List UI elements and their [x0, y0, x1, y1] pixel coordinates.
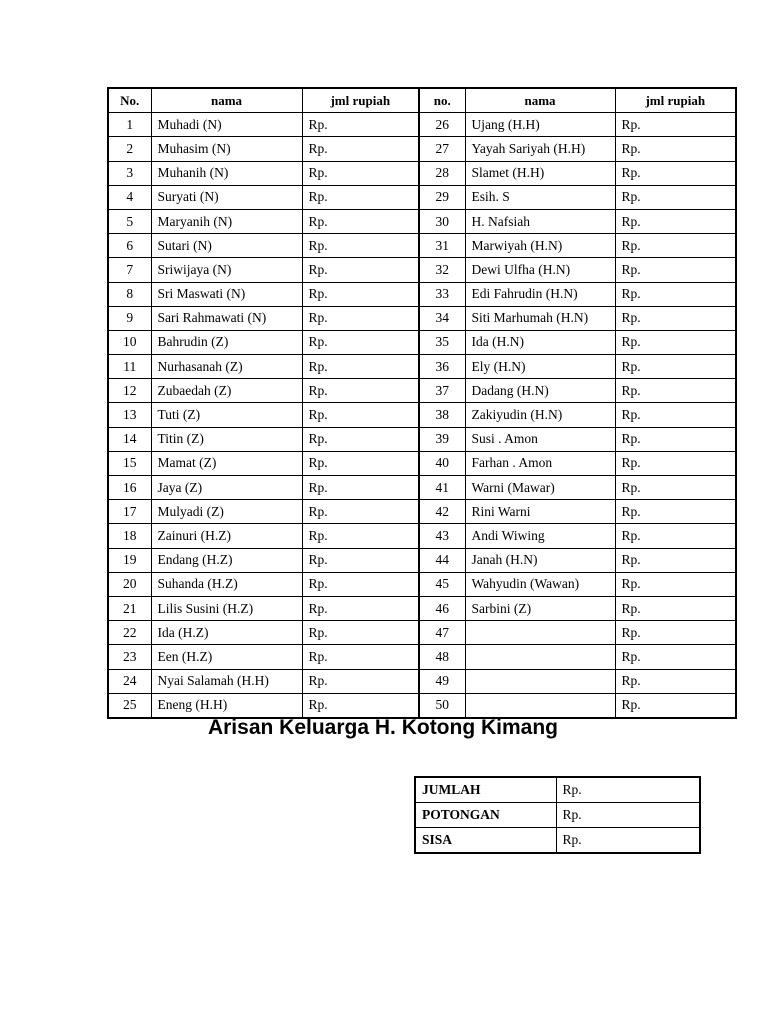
row-number-right: 26 [419, 113, 465, 137]
member-name-right: Rini Warni [465, 500, 615, 524]
row-number-left: 2 [108, 137, 151, 161]
member-name-right: Ujang (H.H) [465, 113, 615, 137]
member-name-left: Een (H.Z) [151, 645, 302, 669]
table-row [108, 669, 736, 693]
table-row [108, 137, 736, 161]
member-name-left: Maryanih (N) [151, 209, 302, 233]
member-name-left: Mulyadi (Z) [151, 500, 302, 524]
summary-row [415, 777, 700, 803]
page-title [0, 716, 768, 740]
amount-left: Rp. [302, 258, 419, 282]
member-name-right: Edi Fahrudin (H.N) [465, 282, 615, 306]
amount-right: Rp. [615, 306, 736, 330]
row-number-left: 22 [108, 621, 151, 645]
amount-right: Rp. [615, 113, 736, 137]
row-number-left: 24 [108, 669, 151, 693]
row-number-left: 13 [108, 403, 151, 427]
amount-left: Rp. [302, 693, 419, 718]
amount-left: Rp. [302, 185, 419, 209]
table-row [108, 693, 736, 718]
table-row [108, 524, 736, 548]
member-name-right [465, 669, 615, 693]
row-number-left: 8 [108, 282, 151, 306]
table-row [108, 258, 736, 282]
table-row [108, 185, 736, 209]
amount-left: Rp. [302, 427, 419, 451]
table-row [108, 113, 736, 137]
row-number-right: 29 [419, 185, 465, 209]
amount-left: Rp. [302, 355, 419, 379]
amount-right: Rp. [615, 451, 736, 475]
amount-right: Rp. [615, 476, 736, 500]
row-number-right: 40 [419, 451, 465, 475]
amount-right: Rp. [615, 137, 736, 161]
member-name-right: Slamet (H.H) [465, 161, 615, 185]
amount-left: Rp. [302, 379, 419, 403]
member-name-left: Suryati (N) [151, 185, 302, 209]
amount-right: Rp. [615, 209, 736, 233]
table-body [108, 113, 736, 718]
row-number-right: 32 [419, 258, 465, 282]
member-name-left: Sari Rahmawati (N) [151, 306, 302, 330]
member-name-right: Dewi Ulfha (H.N) [465, 258, 615, 282]
table-row [108, 621, 736, 645]
header-jml-right: jml rupiah [615, 88, 736, 113]
member-name-right: Zakiyudin (H.N) [465, 403, 615, 427]
table-row [108, 572, 736, 596]
row-number-left: 11 [108, 355, 151, 379]
table-row [108, 379, 736, 403]
header-no-right: no. [419, 88, 465, 113]
amount-left: Rp. [302, 403, 419, 427]
row-number-left: 7 [108, 258, 151, 282]
table-row [108, 234, 736, 258]
member-name-right: Ely (H.N) [465, 355, 615, 379]
amount-left: Rp. [302, 596, 419, 620]
amount-right: Rp. [615, 669, 736, 693]
row-number-left: 14 [108, 427, 151, 451]
row-number-right: 45 [419, 572, 465, 596]
member-name-left: Nurhasanah (Z) [151, 355, 302, 379]
row-number-left: 23 [108, 645, 151, 669]
summary-value: Rp. [556, 828, 700, 854]
amount-left: Rp. [302, 113, 419, 137]
row-number-left: 18 [108, 524, 151, 548]
member-name-right: Janah (H.N) [465, 548, 615, 572]
row-number-left: 10 [108, 330, 151, 354]
amount-right: Rp. [615, 500, 736, 524]
amount-right: Rp. [615, 403, 736, 427]
row-number-right: 36 [419, 355, 465, 379]
member-name-left: Lilis Susini (H.Z) [151, 596, 302, 620]
summary-label: SISA [415, 828, 556, 854]
amount-left: Rp. [302, 234, 419, 258]
member-name-left: Sri Maswati (N) [151, 282, 302, 306]
table-row [108, 596, 736, 620]
amount-right: Rp. [615, 282, 736, 306]
header-no-left: No. [108, 88, 151, 113]
member-name-right: Warni (Mawar) [465, 476, 615, 500]
member-name-right: Marwiyah (H.N) [465, 234, 615, 258]
row-number-right: 35 [419, 330, 465, 354]
amount-left: Rp. [302, 548, 419, 572]
amount-left: Rp. [302, 621, 419, 645]
table-row [108, 330, 736, 354]
amount-right: Rp. [615, 596, 736, 620]
row-number-right: 30 [419, 209, 465, 233]
member-name-left: Jaya (Z) [151, 476, 302, 500]
amount-right: Rp. [615, 572, 736, 596]
row-number-right: 41 [419, 476, 465, 500]
member-name-left: Zainuri (H.Z) [151, 524, 302, 548]
row-number-right: 47 [419, 621, 465, 645]
summary-label: JUMLAH [415, 777, 556, 803]
member-name-right: Wahyudin (Wawan) [465, 572, 615, 596]
member-name-right: Sarbini (Z) [465, 596, 615, 620]
table-row [108, 209, 736, 233]
member-name-right: H. Nafsiah [465, 209, 615, 233]
member-name-left: Tuti (Z) [151, 403, 302, 427]
member-name-right [465, 621, 615, 645]
member-name-left: Muhanih (N) [151, 161, 302, 185]
amount-left: Rp. [302, 306, 419, 330]
summary-row [415, 828, 700, 854]
row-number-right: 31 [419, 234, 465, 258]
header-jml-left: jml rupiah [302, 88, 419, 113]
member-name-left: Endang (H.Z) [151, 548, 302, 572]
amount-left: Rp. [302, 137, 419, 161]
amount-left: Rp. [302, 669, 419, 693]
row-number-left: 4 [108, 185, 151, 209]
row-number-right: 34 [419, 306, 465, 330]
member-table [107, 87, 737, 719]
row-number-right: 38 [419, 403, 465, 427]
member-name-left: Bahrudin (Z) [151, 330, 302, 354]
amount-right: Rp. [615, 645, 736, 669]
amount-right: Rp. [615, 258, 736, 282]
row-number-left: 15 [108, 451, 151, 475]
member-name-right: Ida (H.N) [465, 330, 615, 354]
member-name-right: Dadang (H.N) [465, 379, 615, 403]
row-number-right: 39 [419, 427, 465, 451]
amount-left: Rp. [302, 282, 419, 306]
member-name-right: Siti Marhumah (H.N) [465, 306, 615, 330]
amount-left: Rp. [302, 451, 419, 475]
row-number-right: 48 [419, 645, 465, 669]
row-number-left: 3 [108, 161, 151, 185]
amount-right: Rp. [615, 234, 736, 258]
member-name-left: Sutari (N) [151, 234, 302, 258]
member-name-left: Nyai Salamah (H.H) [151, 669, 302, 693]
amount-right: Rp. [615, 185, 736, 209]
member-name-right: Yayah Sariyah (H.H) [465, 137, 615, 161]
member-name-left: Eneng (H.H) [151, 693, 302, 718]
amount-right: Rp. [615, 524, 736, 548]
amount-left: Rp. [302, 330, 419, 354]
amount-left: Rp. [302, 476, 419, 500]
header-nama-left: nama [151, 88, 302, 113]
amount-left: Rp. [302, 572, 419, 596]
member-name-left: Muhasim (N) [151, 137, 302, 161]
header-nama-right: nama [465, 88, 615, 113]
member-name-left: Zubaedah (Z) [151, 379, 302, 403]
amount-left: Rp. [302, 161, 419, 185]
row-number-left: 9 [108, 306, 151, 330]
row-number-right: 50 [419, 693, 465, 718]
amount-left: Rp. [302, 209, 419, 233]
member-name-right [465, 645, 615, 669]
row-number-left: 5 [108, 209, 151, 233]
member-name-left: Muhadi (N) [151, 113, 302, 137]
table-header-row [108, 88, 736, 113]
row-number-left: 20 [108, 572, 151, 596]
row-number-right: 27 [419, 137, 465, 161]
summary-value: Rp. [556, 777, 700, 803]
summary-label: POTONGAN [415, 803, 556, 828]
table-row [108, 451, 736, 475]
row-number-left: 21 [108, 596, 151, 620]
row-number-left: 12 [108, 379, 151, 403]
row-number-right: 49 [419, 669, 465, 693]
amount-right: Rp. [615, 355, 736, 379]
member-name-left: Titin (Z) [151, 427, 302, 451]
member-name-right [465, 693, 615, 718]
row-number-left: 1 [108, 113, 151, 137]
summary-table [414, 776, 701, 854]
summary-value: Rp. [556, 803, 700, 828]
summary-row [415, 803, 700, 828]
table-row [108, 306, 736, 330]
row-number-right: 46 [419, 596, 465, 620]
row-number-right: 28 [419, 161, 465, 185]
table-row [108, 476, 736, 500]
member-name-left: Sriwijaya (N) [151, 258, 302, 282]
row-number-left: 19 [108, 548, 151, 572]
row-number-right: 43 [419, 524, 465, 548]
member-name-left: Suhanda (H.Z) [151, 572, 302, 596]
table-row [108, 548, 736, 572]
member-name-right: Susi . Amon [465, 427, 615, 451]
amount-right: Rp. [615, 621, 736, 645]
member-name-left: Mamat (Z) [151, 451, 302, 475]
summary-body [415, 777, 700, 853]
table-row [108, 355, 736, 379]
row-number-right: 44 [419, 548, 465, 572]
table-row [108, 282, 736, 306]
amount-right: Rp. [615, 693, 736, 718]
amount-right: Rp. [615, 427, 736, 451]
row-number-right: 42 [419, 500, 465, 524]
row-number-right: 33 [419, 282, 465, 306]
amount-right: Rp. [615, 379, 736, 403]
table-row [108, 403, 736, 427]
page-title-text: Arisan Keluarga H. Kotong Kimang [207, 716, 559, 739]
member-name-right: Esih. S [465, 185, 615, 209]
row-number-left: 6 [108, 234, 151, 258]
amount-left: Rp. [302, 645, 419, 669]
member-name-right: Farhan . Amon [465, 451, 615, 475]
row-number-left: 17 [108, 500, 151, 524]
amount-right: Rp. [615, 161, 736, 185]
table-row [108, 500, 736, 524]
member-name-left: Ida (H.Z) [151, 621, 302, 645]
row-number-left: 16 [108, 476, 151, 500]
table-row [108, 427, 736, 451]
table-row [108, 645, 736, 669]
amount-left: Rp. [302, 500, 419, 524]
amount-right: Rp. [615, 330, 736, 354]
table-row [108, 161, 736, 185]
row-number-left: 25 [108, 693, 151, 718]
amount-left: Rp. [302, 524, 419, 548]
member-name-right: Andi Wiwing [465, 524, 615, 548]
row-number-right: 37 [419, 379, 465, 403]
amount-right: Rp. [615, 548, 736, 572]
